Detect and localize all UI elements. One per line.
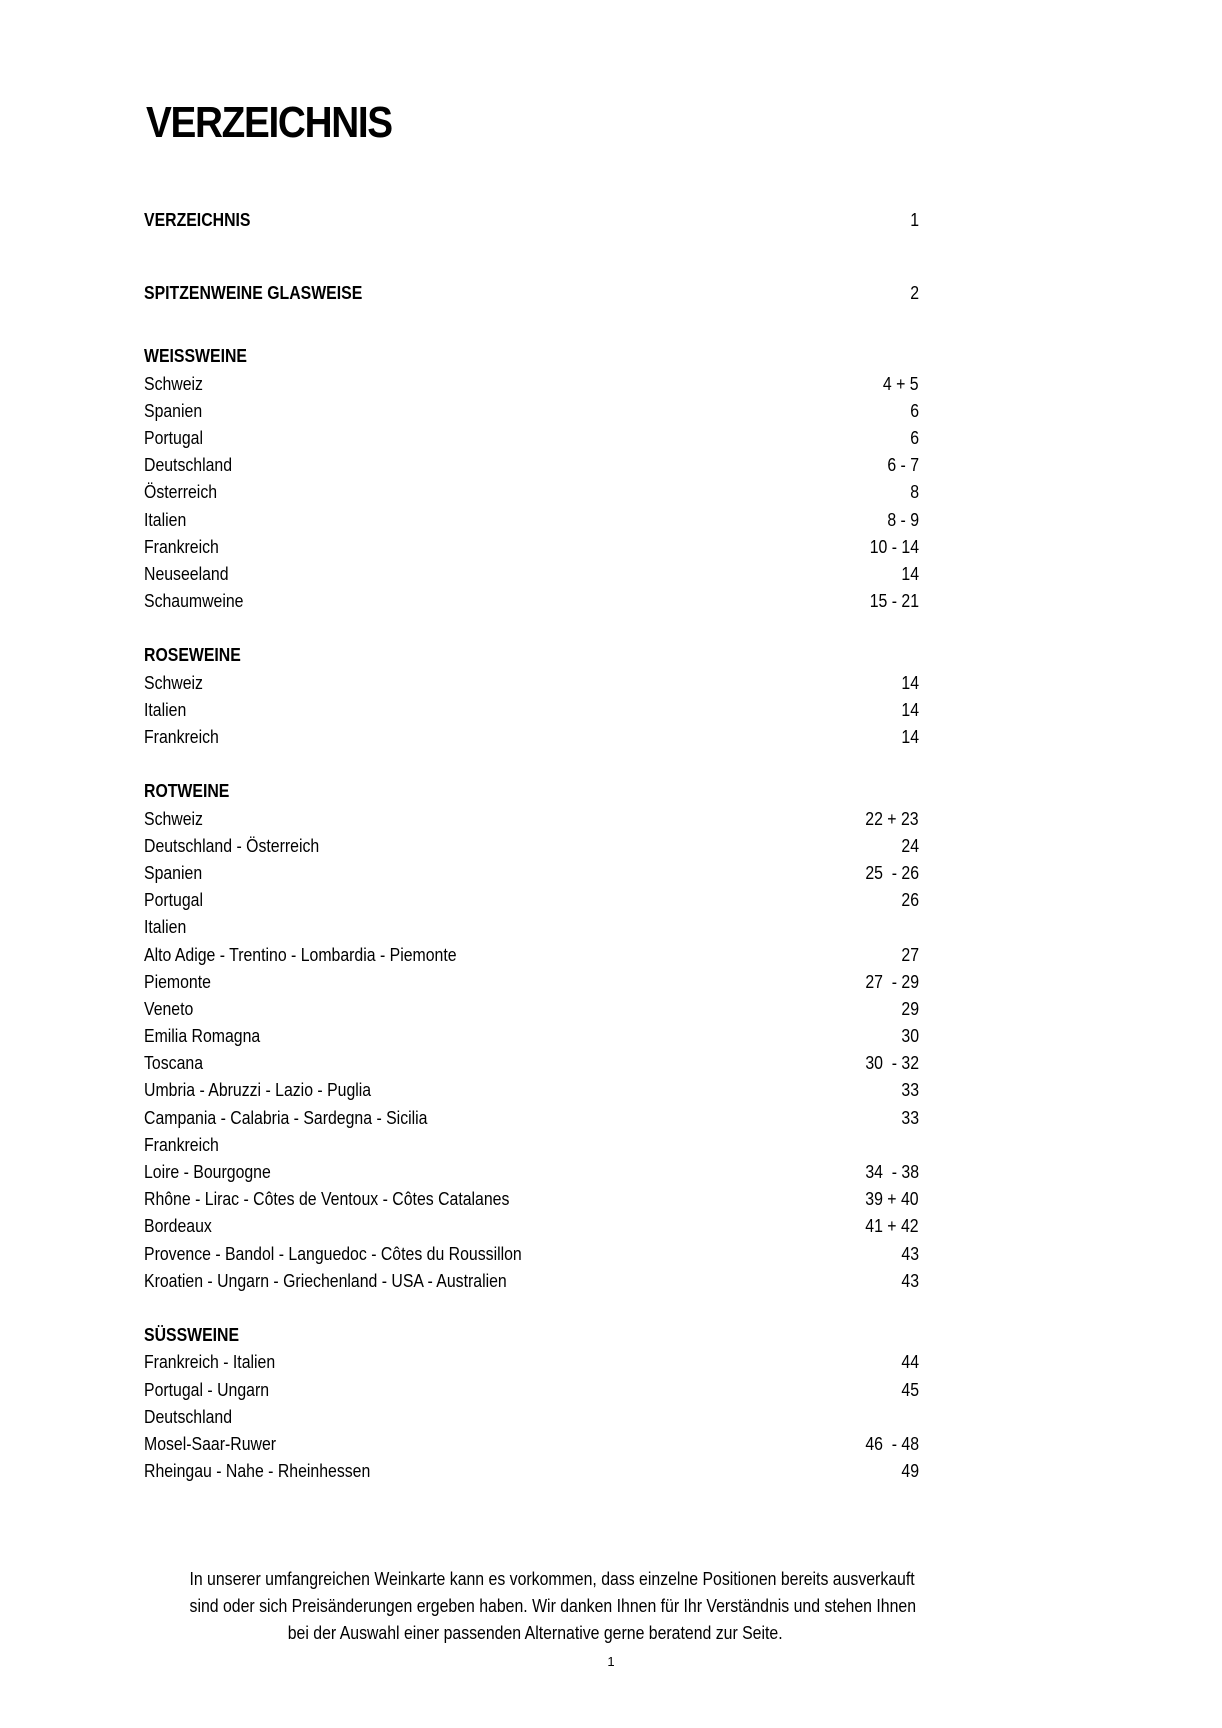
toc-entry-page: 33 [901, 1107, 919, 1128]
toc-entry-page: 29 [901, 998, 919, 1019]
toc-sections [144, 343, 919, 1485]
toc-entry-label: Rheingau - Nahe - Rheinhessen [144, 1461, 371, 1482]
note-line: sind oder sich Preisänderungen ergeben haben. Wir danken Ihnen für Ihr Verständnis und stehen Ihnen [189, 1596, 917, 1616]
toc-entry[interactable] [144, 833, 919, 860]
toc-entry[interactable] [144, 1241, 919, 1268]
toc-entry-verzeichnis[interactable] [144, 207, 919, 234]
toc-entry[interactable] [144, 479, 919, 506]
toc-entry-label: Spanien [144, 862, 203, 883]
note-line: In unserer umfangreichen Weinkarte kann es vorkommen, dass einzelne Positionen bereits ausverkauft [189, 1569, 915, 1589]
toc-entry[interactable] [144, 1159, 919, 1186]
section-heading-label: WEISSWEINE [144, 346, 247, 367]
toc-entry[interactable] [144, 507, 919, 534]
toc-entry-page: 26 [901, 890, 919, 911]
toc-entry-label: Schweiz [144, 808, 203, 829]
section-gap [144, 751, 919, 778]
page-title: VERZEICHNIS [146, 98, 392, 147]
toc-entry[interactable] [144, 1431, 919, 1458]
toc-entry-label: Toscana [144, 1053, 204, 1074]
toc-entry-page: 27 [901, 944, 919, 965]
section-heading-label: SÜSSWEINE [144, 1325, 240, 1346]
toc-entry-page: 45 [901, 1379, 919, 1400]
toc-entry-label: Frankreich - Italien [144, 1352, 276, 1373]
toc-entry-page: 15 - 21 [869, 591, 919, 612]
toc-entry-page: 39 + 40 [865, 1189, 919, 1210]
toc-entry[interactable] [144, 398, 919, 425]
note-line: bei der Auswahl einer passenden Alternative gerne beratend zur Seite. [287, 1623, 783, 1643]
section-gap [144, 615, 919, 642]
toc-entry-label: Portugal [144, 890, 204, 911]
toc-entry-page: 4 + 5 [883, 373, 919, 394]
toc-entry[interactable] [144, 561, 919, 588]
section-heading-label: ROTWEINE [144, 781, 230, 802]
toc-entry[interactable] [144, 452, 919, 479]
toc-entry-label: Campania - Calabria - Sardegna - Sicilia [144, 1107, 428, 1128]
toc-entry[interactable] [144, 996, 919, 1023]
section-gap [144, 1295, 919, 1322]
toc-entry-label: Schweiz [144, 672, 203, 693]
toc-entry[interactable] [144, 1105, 919, 1132]
toc-entry-page: 10 - 14 [869, 536, 919, 557]
toc-entry[interactable] [144, 371, 919, 398]
toc-entry[interactable] [144, 534, 919, 561]
toc-entry-page: 30 - 32 [865, 1053, 919, 1074]
page-number: 1 [607, 1654, 615, 1669]
toc-entry[interactable] [144, 1050, 919, 1077]
toc-entry[interactable] [144, 942, 919, 969]
toc-entry-page: 34 - 38 [865, 1162, 919, 1182]
toc-entry[interactable] [144, 1404, 919, 1431]
toc-entry-page: 27 - 29 [865, 971, 919, 992]
toc-entry-page: 46 - 48 [865, 1433, 919, 1454]
toc-entry-label: Italien [144, 699, 187, 720]
section-heading [144, 343, 919, 370]
toc-section [144, 642, 919, 751]
toc-entry-label: Bordeaux [144, 1216, 212, 1237]
toc-entry-page: 14 [901, 563, 919, 584]
toc-entry[interactable] [144, 588, 919, 615]
toc-entry-page: 1 [910, 210, 919, 230]
toc-entry-label: Portugal [144, 427, 204, 448]
toc-section [144, 778, 919, 1295]
toc-entry-page: 6 - 7 [887, 455, 919, 476]
toc-entry[interactable] [144, 887, 919, 914]
toc-entry-page: 6 [910, 427, 919, 448]
section-heading [144, 642, 919, 669]
toc-entry-label: Frankreich [144, 536, 219, 557]
toc-entry-label: Loire - Bourgogne [144, 1162, 271, 1182]
toc-entry[interactable] [144, 1132, 919, 1159]
toc-entry[interactable] [144, 425, 919, 452]
section-heading [144, 1322, 919, 1349]
toc-entry[interactable] [144, 1077, 919, 1104]
toc-section [144, 1322, 919, 1485]
toc-entry-label: Deutschland [144, 455, 233, 476]
toc-entry-page: 44 [901, 1352, 919, 1373]
toc-entry-label: Alto Adige - Trentino - Lombardia - Piemonte [144, 944, 457, 965]
toc-entry[interactable] [144, 1377, 919, 1404]
toc-entry-page: 33 [901, 1080, 919, 1101]
toc-entry-label: Schweiz [144, 373, 203, 394]
toc-entry-page: 49 [901, 1461, 919, 1482]
toc-entry[interactable] [144, 914, 919, 941]
toc-entry-label: Spanien [144, 400, 203, 421]
toc-entry-page: 30 [901, 1026, 919, 1047]
toc-entry[interactable] [144, 1349, 919, 1376]
toc-entry-label: Deutschland - Österreich [144, 835, 320, 856]
toc-entry-page: 43 [901, 1243, 919, 1264]
toc-entry-spitzenweine[interactable] [144, 280, 919, 307]
toc-entry-label: Italien [144, 509, 187, 530]
toc-entry-page: 14 [901, 699, 919, 720]
toc-entry-label: Österreich [144, 482, 218, 503]
toc-entry-label: VERZEICHNIS [144, 210, 251, 230]
toc-entry-label: Frankreich [144, 727, 219, 747]
toc-entry-label: Provence - Bandol - Languedoc - Côtes du Roussillon [144, 1243, 522, 1264]
toc-entry-page: 14 [901, 727, 919, 747]
disclaimer-note [140, 1566, 930, 1647]
toc-entry[interactable] [144, 860, 919, 887]
toc-entry[interactable] [144, 1023, 919, 1050]
toc-entry[interactable] [144, 1268, 919, 1295]
toc-entry-label: Kroatien - Ungarn - Griechenland - USA - Australien [144, 1270, 507, 1291]
toc-entry-page: 24 [901, 835, 919, 856]
toc-entry-page: 14 [901, 672, 919, 693]
toc-entry-label: Umbria - Abruzzi - Lazio - Puglia [144, 1080, 372, 1101]
toc-entry[interactable] [144, 806, 919, 833]
toc-entry-label: Rhône - Lirac - Côtes de Ventoux - Côtes Catalanes [144, 1189, 510, 1210]
toc-entry-label: Emilia Romagna [144, 1026, 261, 1047]
toc-entry-page: 8 - 9 [887, 509, 919, 530]
toc-entry[interactable] [144, 697, 919, 724]
toc-entry[interactable] [144, 1213, 919, 1240]
toc-entry[interactable] [144, 670, 919, 697]
toc-entry-page: 41 + 42 [865, 1216, 919, 1237]
toc-entry[interactable] [144, 969, 919, 996]
toc-entry-page: 8 [910, 482, 919, 503]
toc-entry-label: Italien [144, 917, 187, 938]
toc-entry-page: 43 [901, 1270, 919, 1291]
toc-entry-label: Neuseeland [144, 563, 229, 584]
section-heading-label: ROSEWEINE [144, 645, 241, 666]
toc-entry-label: Veneto [144, 998, 194, 1019]
table-of-contents [144, 207, 919, 1485]
toc-entry-label: Mosel-Saar-Ruwer [144, 1433, 277, 1454]
toc-entry-page: 2 [910, 283, 919, 304]
toc-entry-label: Portugal - Ungarn [144, 1379, 270, 1400]
toc-entry[interactable] [144, 1458, 919, 1485]
section-heading [144, 778, 919, 805]
toc-entry-label: Piemonte [144, 971, 211, 992]
toc-entry-label: Frankreich [144, 1134, 219, 1155]
toc-section [144, 343, 919, 615]
toc-entry[interactable] [144, 1186, 919, 1213]
toc-entry-label: Schaumweine [144, 591, 244, 612]
toc-entry-page: 25 - 26 [865, 862, 919, 883]
toc-entry-label: Deutschland [144, 1406, 233, 1427]
toc-entry[interactable] [144, 724, 919, 751]
toc-entry-page: 6 [910, 400, 919, 421]
toc-entry-label: SPITZENWEINE GLASWEISE [144, 283, 363, 304]
toc-entry-page: 22 + 23 [865, 808, 919, 829]
